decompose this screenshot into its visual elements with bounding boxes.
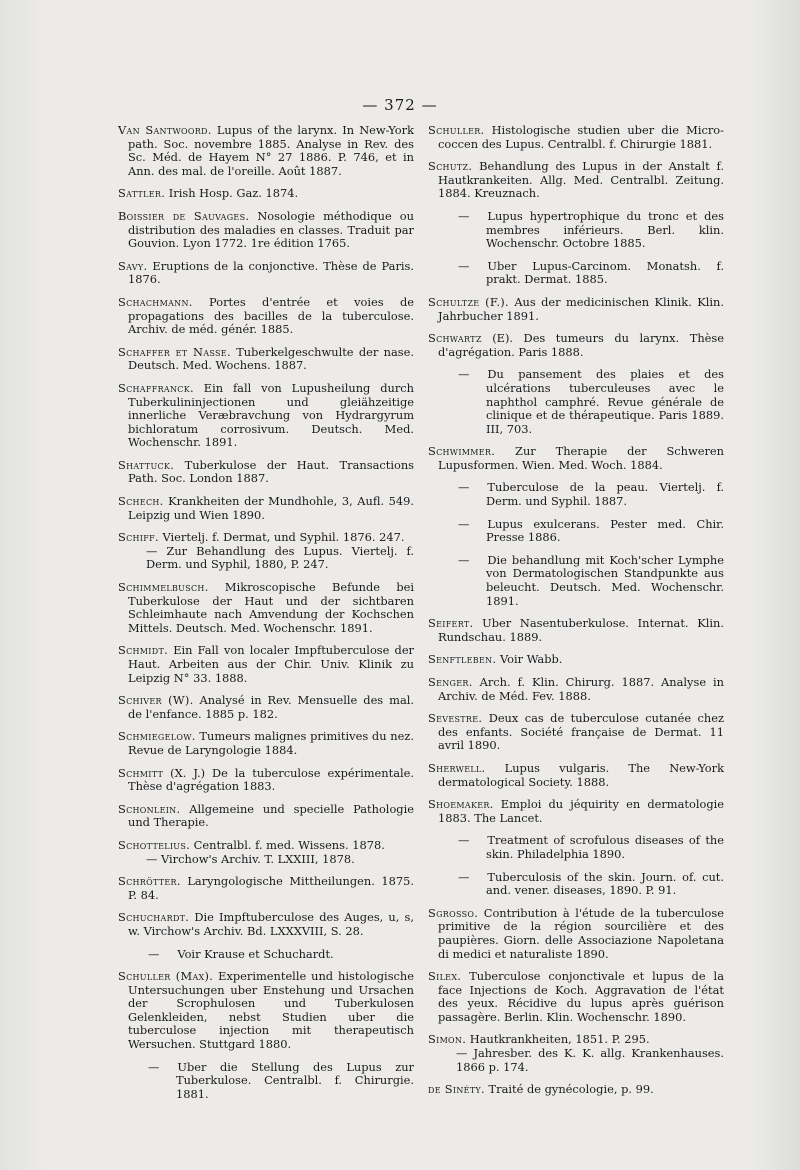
bibliography-entry <box>428 1033 724 1074</box>
bibliography-entry <box>118 970 414 1052</box>
entry-subentry: — Zur Behandlung des Lupus. Viertelj. f. Derm. und Syphil, 1880, P. 247. <box>146 543 414 572</box>
entry-text: Traité de gynécologie, p. 99. <box>488 1082 654 1097</box>
entry-text: Die Impftuberculose des Auges, u, s, w. Virchow's Archiv. Bd. LXXXVIII, S. 28. <box>128 910 415 938</box>
entry-text: Contribution à l'étude de la tuberculose primitive de la région sourcilière et des paupières. Giorn. delle Associazione Napoletana di medici et naturaliste 1890. <box>438 905 724 961</box>
bibliography-entry <box>428 296 724 323</box>
entry-text: (E). Des tumeurs du larynx. Thèse d'agrégation. Paris 1888. <box>438 331 725 359</box>
entry-text: Zur Therapie der Schweren Lupusformen. Wien. Med. Woch. 1884. <box>438 444 724 472</box>
entry-author: Schmidt. <box>118 643 169 658</box>
entry-dash: — <box>148 1059 160 1074</box>
entry-text: Irish Hosp. Gaz. 1874. <box>168 186 299 201</box>
entry-author: Schonlein. <box>118 801 181 816</box>
bibliography-entry <box>118 210 414 251</box>
entry-text: Voir Wabb. <box>499 652 563 667</box>
bibliography-entry <box>118 730 414 757</box>
entry-author: Senger. <box>428 675 473 689</box>
entry-author: Sherwell. <box>428 760 486 775</box>
entry-text: Centralbl. f. med. Wissens. 1878. <box>193 837 385 852</box>
bibliography-entry <box>118 531 414 572</box>
bibliography-entry <box>118 694 414 721</box>
bibliography-entry <box>118 911 414 938</box>
entry-author: Schwimmer. <box>428 444 496 459</box>
entry-text: Laryngologische Mittheilungen. 1875. P. 84. <box>128 874 415 902</box>
entry-author: Schaffranck. <box>118 380 194 395</box>
entry-author: Boissier de Sauvages. <box>118 208 250 223</box>
entry-author: Schottelius. <box>118 837 191 852</box>
entry-text: Lupus hypertrophique du tronc et des membres inférieurs. Berl. klin. Wochenschr. Octobre 1885. <box>486 208 724 251</box>
entry-author: Seifert. <box>428 616 474 631</box>
bibliography-entry <box>118 459 414 486</box>
entry-text: Tuberculose conjonctivale et lupus de la face Injections de Koch. Aggravation de l'état des yeux. Récidive du lupus après guérison passagère. Berlin. Klin. Wochenschr. 1890. <box>438 969 724 1024</box>
entry-author: Schuller. <box>428 123 485 137</box>
entry-text: Lupus of the larynx. In New-York path. Soc. novembre 1885. Analyse in Rev. des Sc. Méd. de Hayem N° 27 1886. P. 746, et in Ann. des mal. de l'oreille. Août 1887. <box>128 123 414 178</box>
entry-text: Experimentelle und histologische Untersuchungen uber Enstehung und Ursachen der Scrophulosen und Tuberkulosen Gelenkleiden, nebst Studien uber die tuberculose injection mit therapeutisch Wersuchen. Stuttgard 1880. <box>128 969 414 1052</box>
entry-author: Shattuck. <box>118 457 175 472</box>
left-column <box>118 124 414 1110</box>
entry-author: Schiff. <box>118 530 159 545</box>
entry-text: (X. J.) De la tuberculose expérimentale. Thèse d'agrégation 1883. <box>128 765 415 794</box>
entry-subentry: — Jahresber. des K. K. allg. Krankenhauses. 1866 p. 174. <box>456 1046 724 1074</box>
entry-text: Du pansement des plaies et des ulcérations tuberculeuses avec le naphthol camphré. Revue générale de clinique et de thérapeutique. Paris 1889. III, 703. <box>486 367 724 436</box>
bibliography-entry <box>428 970 724 1024</box>
entry-dash: — <box>458 552 470 567</box>
entry-text: Lupus exulcerans. Pester med. Chir. Presse 1886. <box>486 516 724 545</box>
entry-author: Silex. <box>428 969 462 984</box>
bibliography-entry <box>428 445 724 472</box>
entry-author: Schmitt <box>118 765 164 780</box>
bibliography-entry <box>428 653 724 667</box>
entry-dash: — <box>458 869 470 884</box>
bibliography-entry <box>428 160 724 201</box>
entry-author: Simon. <box>428 1032 467 1047</box>
entry-author: Schrötter. <box>118 874 181 889</box>
entry-text: Portes d'entrée et voies de propagations des bacilles de la tuberculose. Archiv. de méd. génér. 1885. <box>128 294 414 337</box>
bibliography-entry <box>118 1061 414 1102</box>
bibliography-entry <box>118 296 414 337</box>
bibliography-entry <box>428 617 724 644</box>
bibliography-entry <box>428 676 724 703</box>
entry-author: Shoemaker. <box>428 797 494 812</box>
entry-author: Van Santwoord. <box>118 123 212 137</box>
entry-text: Voir Krause et Schuchardt. <box>177 946 334 961</box>
entry-author: de Sinéty. <box>428 1082 485 1097</box>
entry-dash: — <box>458 480 470 495</box>
bibliography-entry <box>118 644 414 685</box>
bibliography-entry <box>118 803 414 830</box>
entry-author: Sgrosso. <box>428 905 479 920</box>
entry-text: Deux cas de tuberculose cutanée chez des enfants. Société française de Dermat. 11 avril 1890. <box>438 711 724 753</box>
entry-author: Schultze (F.). <box>428 294 509 309</box>
right-column <box>428 124 724 1106</box>
bibliography-entry <box>428 554 724 608</box>
bibliography-entry <box>428 332 724 359</box>
entry-author: Schachmann. <box>118 294 193 309</box>
bibliography-entry <box>428 762 724 789</box>
entry-text: Nosologie méthodique ou distribution des maladies en classes. Traduit par Gouvion. Lyon 1772. 1re édition 1765. <box>128 208 414 251</box>
entry-author: Schaffer et Nasse. <box>118 344 231 359</box>
bibliography-entry <box>428 124 724 151</box>
entry-text: Uber Lupus-Carcinom. Monatsh. f. prakt. Dermat. 1885. <box>486 258 724 287</box>
entry-dash: — <box>458 258 470 273</box>
entry-dash: — <box>458 833 470 848</box>
entry-text: Uber die Stellung des Lupus zur Tuberkulose. Centralbl. f. Chirurgie. 1881. <box>176 1059 414 1101</box>
entry-author: Schmiegelow. <box>118 729 196 744</box>
entry-text: Treatment of scrofulous diseases of the skin. Philadelphia 1890. <box>486 833 724 861</box>
entry-text: Ein Fall von localer Impftuberculose der Haut. Arbeiten aus der Chir. Univ. Klinik zu Leipzig N° 33. 1888. <box>128 643 415 685</box>
entry-text: Ein fall von Lupusheilung durch Tuberkulininjectionen und gleiähzeitige innerliche Veræbravchung von Hydrargyrum bichloratum corrosivum. Deutsch. Med. Wochenschr. 1891. <box>128 380 415 450</box>
bibliography-entry <box>118 767 414 794</box>
bibliography-entry <box>118 581 414 635</box>
entry-dash: — <box>148 946 160 961</box>
page-number: — 372 — <box>362 96 438 114</box>
bibliography-entry <box>428 481 724 508</box>
entry-text: Hautkrankheiten, 1851. P. 295. <box>469 1032 650 1047</box>
entry-dash: — <box>458 516 470 531</box>
entry-dash: — <box>458 367 470 382</box>
bibliography-entry <box>428 871 724 898</box>
entry-text: Krankheiten der Mundhohle, 3, Aufl. 549. Leipzig und Wien 1890. <box>128 494 414 522</box>
entry-text: Viertelj. f. Dermat, und Syphil. 1876. 247. <box>162 530 405 545</box>
entry-text: Tuberkelgeschwulte der nase. Deutsch. Med. Wochens. 1887. <box>128 344 414 373</box>
entry-text: Histologische studien uber die Micro-coccen des Lupus. Centralbl. f. Chirurgie 1881. <box>438 123 724 151</box>
entry-author: Schuchardt. <box>118 910 190 925</box>
bibliography-entry <box>118 260 414 287</box>
entry-subentry: — Virchow's Archiv. T. LXXIII, 1878. <box>146 851 355 866</box>
bibliography-entry <box>428 210 724 251</box>
bibliography-entry <box>428 712 724 753</box>
entry-text: Allgemeine und specielle Pathologie und Therapie. <box>128 801 414 830</box>
bibliography-entry <box>118 124 414 178</box>
bibliography-entry <box>118 382 414 450</box>
entry-author: Sattler. <box>118 186 166 201</box>
bibliography-entry <box>428 834 724 861</box>
bibliography-entry <box>118 187 414 201</box>
bibliography-entry <box>428 518 724 545</box>
entry-text: Arch. f. Klin. Chirurg. 1887. Analyse in Archiv. de Méd. Fev. 1888. <box>438 675 724 703</box>
entry-text: Tuberculosis of the skin. Journ. of. cut. and. vener. diseases, 1890. P. 91. <box>486 869 724 898</box>
entry-text: Lupus vulgaris. The New-York dermatological Society. 1888. <box>438 760 724 789</box>
bibliography-entry <box>428 798 724 825</box>
entry-author: Schutz. <box>428 159 473 174</box>
entry-text: Aus der medicinischen Klinik. Klin. Jahrbucher 1891. <box>438 294 724 323</box>
entry-author: Senftleben. <box>428 652 497 667</box>
entry-dash: — <box>458 208 470 223</box>
bibliography-entry <box>118 839 414 866</box>
entry-text: Mikroscopische Befunde bei Tuberkulose der Haut und der sichtbaren Schleimhaute nach Amvendung der Kochschen Mittels. Deutsch. Med. Wochenschr. 1891. <box>128 580 414 635</box>
entry-text: Behandlung des Lupus in der Anstalt f. Hautkrankeiten. Allg. Med. Centralbl. Zeitung. 1884. Kreuznach. <box>438 159 724 201</box>
entry-text: Die behandlung mit Koch'scher Lymphe von Dermatologischen Standpunkte aus beleucht. Deutsch. Med. Wochenschr. 1891. <box>486 552 724 608</box>
bibliography-entry <box>118 495 414 522</box>
bibliography-entry <box>118 948 414 962</box>
bibliography-entry <box>118 875 414 902</box>
entry-author: Sevestre. <box>428 711 483 726</box>
entry-text: Tuberkulose der Haut. Transactions Path. Soc. London 1887. <box>128 457 415 486</box>
entry-author: Savy. <box>118 258 148 273</box>
entry-author: Schuller (Max). <box>118 969 214 984</box>
entry-author: Schwartz <box>428 331 482 346</box>
entry-text: Analysé in Rev. Mensuelle des mal. de l'enfance. 1885 p. 182. <box>128 693 415 721</box>
bibliography-entry <box>428 260 724 287</box>
entry-author: Schiver (W). <box>118 693 194 708</box>
entry-text: Tuberculose de la peau. Viertelj. f. Derm. und Syphil. 1887. <box>486 480 724 509</box>
bibliography-entry <box>428 907 724 961</box>
entry-text: Uber Nasentuberkulose. Internat. Klin. Rundschau. 1889. <box>438 616 724 644</box>
entry-text: Eruptions de la conjonctive. Thèse de Paris. 1876. <box>128 258 415 287</box>
entry-text: Tumeurs malignes primitives du nez. Revue de Laryngologie 1884. <box>128 729 415 757</box>
entry-author: Schech. <box>118 494 164 509</box>
entry-author: Schimmelbusch. <box>118 580 209 595</box>
bibliography-entry <box>118 346 414 373</box>
bibliography-entry <box>428 1083 724 1097</box>
entry-text: Emploi du jéquirity en dermatologie 1883. The Lancet. <box>438 797 724 825</box>
bibliography-entry <box>428 368 724 436</box>
